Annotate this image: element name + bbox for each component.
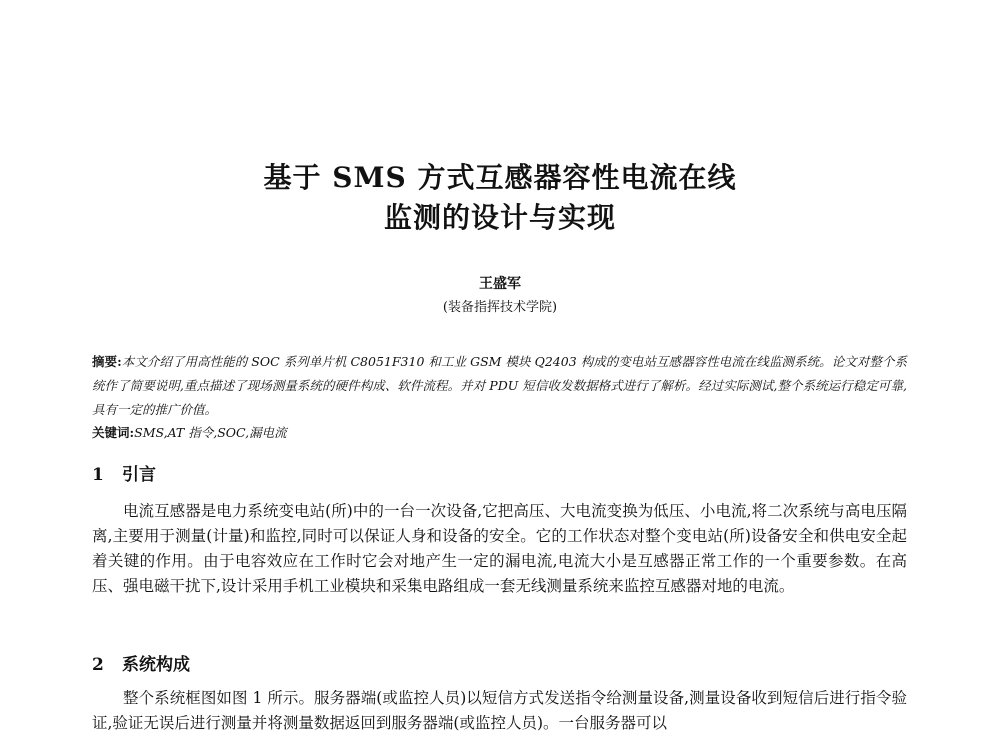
author-affiliation: (装备指挥技术学院) bbox=[442, 300, 558, 315]
author-name: 王盛军 bbox=[479, 276, 521, 292]
abstract-text: 本文介绍了用高性能的 SOC 系列单片机 C8051F310 和工业 GSM 模块 Q2403 构成的变电站互感器容性电流在线监测系统。论文对整个系统作了简要说明,重点描述了现场测量系统的硬件构成、软件流程。并对 PDU 短信收发数据格式进行了解析。经过实际测试,整个系统运行稳定可靠,具有一定的推广价值。 bbox=[92, 354, 907, 417]
section-title: 系统构成 bbox=[122, 655, 190, 675]
introduction-paragraph: 电流互感器是电力系统变电站(所)中的一台一次设备,它把高压、大电流变换为低压、小电流,将二次系统与高电压隔离,主要用于测量(计量)和监控,同时可以保证人身和设备的安全。它的工作状态对整个变电站(所)设备安全和供电安全起着关键的作用。由于电容效应在工作时它会对地产生一定的漏电流,电流大小是互感器正常工作的一个重要参数。在高压、强电磁干扰下,设计采用手机工业模块和采集电路组成一套无线测量系统来监控互感器对地的电流。 bbox=[92, 502, 907, 595]
abstract-label: 摘要: bbox=[92, 354, 122, 369]
section-number: 1 bbox=[92, 465, 104, 485]
title-line-1: 基于 SMS 方式互感器容性电流在线 bbox=[263, 161, 737, 194]
keywords-label: 关键词: bbox=[92, 425, 135, 440]
section-heading-system bbox=[92, 650, 190, 675]
section-heading-introduction bbox=[92, 460, 156, 485]
title-line-2: 监测的设计与实现 bbox=[383, 201, 616, 234]
keywords-text: SMS,AT 指令,SOC,漏电流 bbox=[134, 425, 287, 440]
keywords bbox=[92, 423, 287, 441]
paper-title bbox=[0, 158, 1000, 238]
section-title: 引言 bbox=[122, 465, 156, 485]
abstract bbox=[92, 350, 907, 422]
system-paragraph: 整个系统框图如图 1 所示。服务器端(或监控人员)以短信方式发送指令给测量设备,测量设备收到短信后进行指令验证,验证无误后进行测量并将测量数据返回到服务器端(或监控人员)。一台服务器可以 bbox=[92, 689, 907, 732]
section-number: 2 bbox=[92, 655, 104, 675]
